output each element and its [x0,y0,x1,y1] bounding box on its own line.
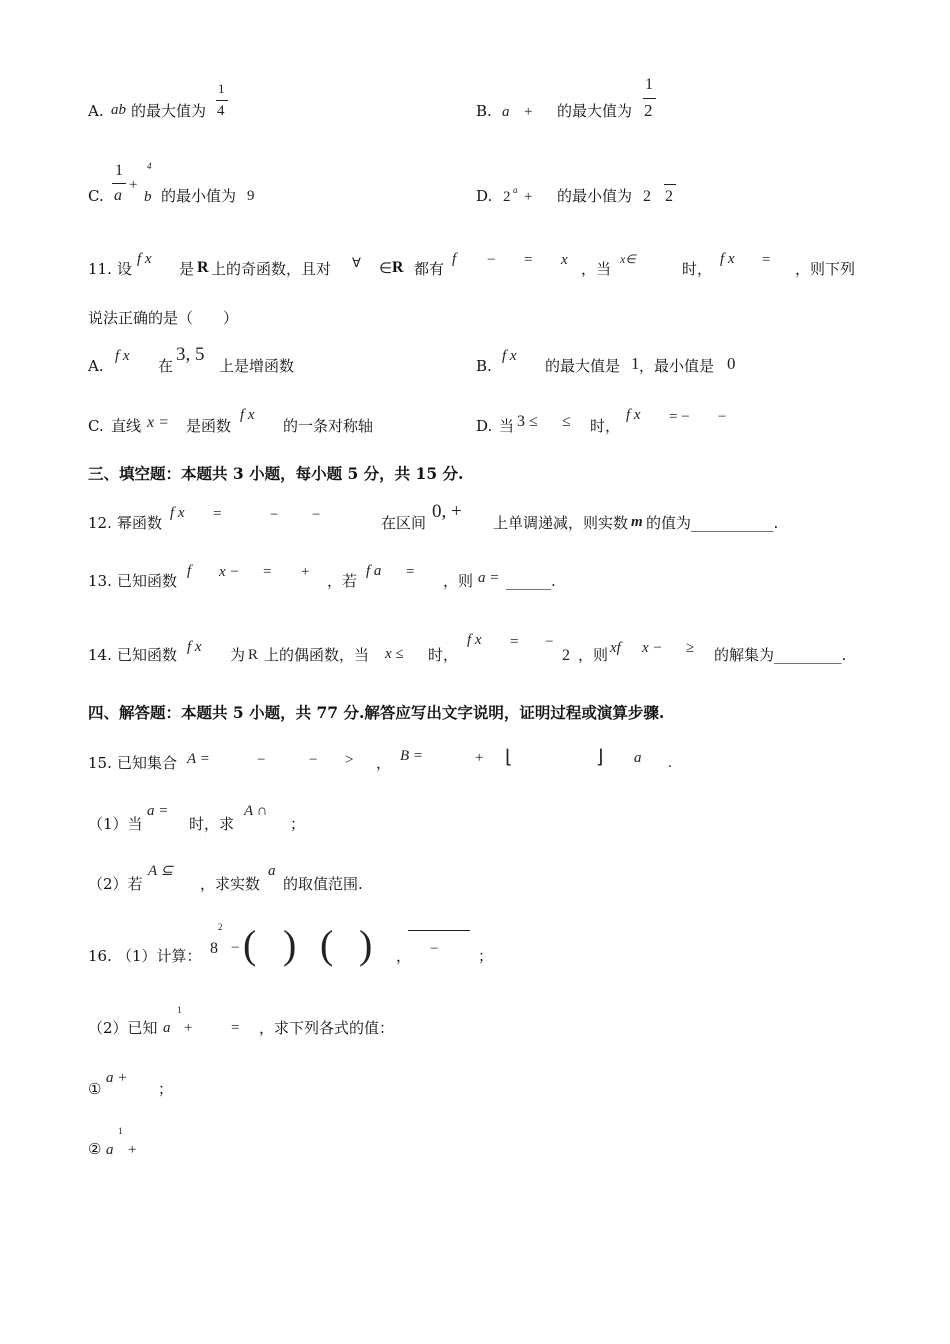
option-text: ，最小值是 [639,357,715,375]
paren-left: ( [320,922,334,967]
text: 时， [428,646,459,664]
option-value: 2 [643,188,651,205]
math-frac-den: 2 [562,647,570,664]
text: 上的偶函数，当 [264,646,370,664]
part-label: （2）若 [88,875,143,893]
option-label: B. [476,102,492,120]
math-a: a [163,1020,171,1036]
math-sup: 4 [147,161,152,171]
option-text: 是函数 [186,417,232,435]
option-label: A. [88,102,104,120]
paren-left: ( [243,922,257,967]
option-text: 时， [590,417,621,435]
math-eq: = [231,1020,240,1036]
math-minus: − [718,409,727,425]
frac-den: 2 [644,101,653,120]
math-fx: f x [115,348,130,364]
math-minus: − [231,940,240,956]
text: 已知函数 [117,572,178,590]
question-number: 16. [88,947,112,965]
text: 幂函数 [117,514,163,532]
text: ，求下列各式的值： [259,1019,395,1037]
math-plus: + [475,750,484,766]
math-exp: 1 [177,1005,182,1015]
frac-num: 1 [115,162,123,179]
text: ； [290,815,306,833]
question-number: 11. [88,260,112,278]
option-text: 上是增函数 [219,357,295,375]
math-plus: + [128,1142,137,1158]
math-a: a [106,1142,114,1158]
math-minus: − [312,507,321,523]
math-base: 2 [503,189,511,205]
bracket-left: ⌊ [505,747,513,768]
frac-num: 1 [645,76,653,93]
option-label: C. [88,187,104,205]
math-fx: f x [240,407,255,423]
text: ，则 [578,646,609,664]
frac-line [216,100,228,101]
math-expr: a + [106,1070,128,1086]
question-text-line2: 说法正确的是（ ） [88,309,239,327]
math-x: x ≤ [385,646,404,662]
frac-line [112,183,126,184]
math-eq: = [406,564,415,580]
text: ； [158,1080,174,1098]
text: 时， [682,260,713,278]
question-number: 14. [88,646,112,664]
text: 为 [230,646,246,664]
option-text: 的最大值为 [131,102,207,120]
math-le: ≤ [562,413,571,430]
math-a: a = [147,803,169,819]
math-fx: f x [626,407,641,423]
math-eq: = [524,252,533,268]
text: 是 [179,260,195,278]
option-label: B. [476,357,492,375]
text: ，若 [327,572,358,590]
math-minus: − [309,752,318,768]
math-fx: f x [137,251,152,267]
text: 的取值范围. [283,875,363,893]
option-text: 的最小值为 [161,187,237,205]
math-minus: − [270,507,279,523]
sqrt-bar [408,930,470,931]
option-text: 直线 [111,417,142,435]
frac-line [643,98,656,99]
frac-den: 4 [217,103,225,119]
option-text: 的最小值为 [557,187,633,205]
frac-den: a [114,187,122,204]
math-A: A ⊆ [148,863,174,879]
sqrt-bar [664,184,676,185]
math-exp: 1 [118,1126,123,1136]
text: 设 [117,260,133,278]
in-symbol: ∈ [379,261,393,277]
math-ge: ≥ [686,640,695,656]
math-plus: + [184,1020,193,1036]
paren-right: ) [283,922,297,967]
text: . [668,755,672,771]
text: ， [396,947,412,965]
math-op: + [524,104,533,120]
frac-num: 1 [218,81,225,96]
text: ，求实数 [200,875,261,893]
text: ，当 [581,260,612,278]
real-set: R [197,259,209,276]
real-set: R [248,647,259,663]
math-gt: > [345,752,354,768]
text: 的值为___________. [646,514,779,532]
math-x: x = [147,414,169,431]
text: ，则下列 [795,260,856,278]
sqrt-arg: 2 [665,188,673,205]
math-f: f [187,563,192,579]
math-var: a [502,104,510,120]
math-le: 3 ≤ [517,413,538,430]
math-x: x [561,252,568,268]
text: 的解集为_________. [714,646,847,664]
math-interval: 3, 5 [176,344,205,365]
item-label: ② [88,1140,102,1158]
math-fx: f x [467,632,482,648]
math-eq: = [510,634,519,650]
math-A: A = [187,751,210,767]
math-interval: 0, + [432,501,462,522]
math-eq: = [263,564,272,580]
answer-blank: ______. [506,572,556,590]
math-minus: − [487,252,496,268]
option-text: 的一条对称轴 [283,417,374,435]
max-value: 1 [631,354,640,373]
question-number: 13. [88,572,112,590]
text: 已知集合 [117,754,178,772]
text: ； [478,947,494,965]
math-var: ab [111,102,126,118]
math-a: a [634,750,642,766]
option-text: 的最大值为 [557,102,633,120]
math-xf: xf [610,640,621,656]
question-number: 15. [88,754,112,772]
math-fa: f a [366,563,382,579]
math-eq: = − [669,409,690,425]
option-text: 的最大值是 [545,357,621,375]
text: 已知函数 [117,646,178,664]
text: 上的奇函数，且对 [211,260,332,278]
part-label: （1）计算： [117,947,202,965]
text: 在区间 [381,514,427,532]
math-minus: − [257,752,266,768]
math-op: + [524,189,533,205]
math-fx: f x [187,639,202,655]
text: 都有 [414,260,445,278]
math-a: a [268,863,276,879]
math-minus: − [430,941,439,957]
math-minus: − [545,634,554,650]
math-var: b [144,189,152,205]
part-label: （2）已知 [88,1019,158,1037]
math-eq: = [762,252,771,268]
math-sup: a [513,185,518,195]
math-fx: f x [720,251,735,267]
math-exp: 2 [218,922,223,932]
bracket-right: ⌋ [596,747,604,768]
math-x: x − [219,564,240,580]
math-xin: x∈ [620,252,636,266]
option-text: 当 [499,417,515,435]
text: ， [376,754,392,772]
math-A: A ∩ [244,803,268,819]
paren-right: ) [359,922,373,967]
math-B: B = [400,748,424,764]
option-label: D. [476,417,493,435]
option-label: A. [88,357,104,375]
math-a: a = [478,570,500,586]
option-label: C. [88,417,104,435]
forall-symbol: ∀ [352,255,361,270]
min-value: 0 [727,354,736,373]
math-x: x − [642,640,663,656]
text: ，则 [443,572,474,590]
math-plus: + [301,564,310,580]
option-text: 在 [158,357,174,375]
text: 上单调递减，则实数 [493,514,629,532]
real-set: R [392,259,404,276]
math-fx: f x [502,348,517,364]
section-heading-solutions: 四、解答题：本题共 5 小题，共 77 分.解答应写出文字说明，证明过程或演算步骤. [88,703,665,722]
option-label: D. [476,187,493,205]
math-f: f [452,251,457,267]
math-op: + [129,177,138,193]
option-value: 9 [247,188,255,204]
item-label: ① [88,1080,102,1098]
question-number: 12. [88,514,112,532]
section-heading-fill-in: 三、填空题：本题共 3 小题，每小题 5 分，共 15 分. [88,464,464,483]
part-label: （1）当 [88,815,143,833]
math-eight: 8 [210,940,218,957]
math-m: m [631,514,643,530]
math-eq: = [213,506,222,522]
math-fx: f x [170,505,185,521]
text: 时，求 [189,815,235,833]
